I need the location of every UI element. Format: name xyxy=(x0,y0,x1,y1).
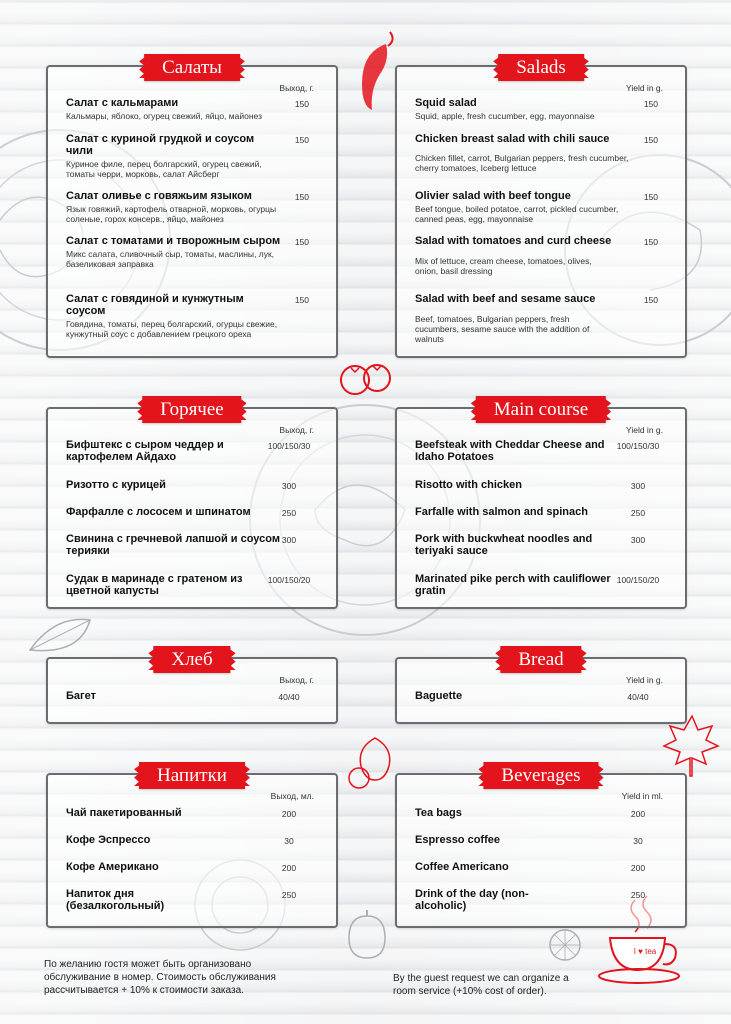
menu-item xyxy=(66,573,324,597)
item-yield: 150 xyxy=(643,237,658,247)
menu-item xyxy=(66,97,324,121)
item-name: Напиток дня (безалкогольный) xyxy=(66,888,165,912)
section-title-hot-ru: Горячее xyxy=(142,396,241,423)
panel-salads-en xyxy=(395,57,687,358)
panel-salads-ru xyxy=(46,57,338,358)
item-yield: 150 xyxy=(643,192,658,202)
item-yield: 100/150/30 xyxy=(616,441,660,451)
section-title-salads-ru: Салаты xyxy=(144,54,240,81)
item-name: Кофе Эспрессо xyxy=(66,834,151,846)
item-name: Салат оливье с говяжьим языком xyxy=(66,190,252,202)
yield-header: Выход, г. xyxy=(279,83,314,93)
menu-item xyxy=(66,533,324,557)
section-title-drinks-en: Beverages xyxy=(483,762,598,789)
item-description: Beef, tomatoes, Bulgarian peppers, fresh cucumbers, sesame sauce with the addition of walnuts xyxy=(415,314,590,344)
menu-item xyxy=(415,133,673,173)
item-name: Squid salad xyxy=(415,97,477,109)
yield-header: Выход, мл. xyxy=(270,791,314,801)
item-name: Салат с куриной грудкой и соусом чили xyxy=(66,133,255,157)
item-name: Salad with tomatoes and curd cheese xyxy=(415,235,612,247)
menu-item xyxy=(415,573,673,597)
menu-item xyxy=(415,533,673,557)
item-yield: 40/40 xyxy=(278,692,300,702)
item-yield: 300 xyxy=(630,535,646,545)
menu-item xyxy=(66,235,324,269)
item-name: Risotto with chicken xyxy=(415,479,522,491)
item-name: Салат с томатами и творожным сыром xyxy=(66,235,281,247)
item-name: Tea bags xyxy=(415,807,462,819)
menu-item xyxy=(415,97,673,121)
item-name: Olivier salad with beef tongue xyxy=(415,190,571,202)
item-yield: 200 xyxy=(281,809,297,819)
item-name: Салат с говядиной и кунжутным соусом xyxy=(66,293,244,317)
item-yield: 150 xyxy=(294,99,309,109)
item-description: Beef tongue, boiled potatoe, carrot, pickled cucumber, canned peas, egg, mayonnaise xyxy=(415,204,619,224)
panel-hot-ru xyxy=(46,399,338,609)
menu-item xyxy=(415,807,673,819)
item-yield: 150 xyxy=(294,237,309,247)
item-description: Squid, apple, fresh cucumber, egg, mayonnaise xyxy=(415,111,595,121)
item-name: Кофе Американо xyxy=(66,861,159,873)
item-name: Farfalle with salmon and spinach xyxy=(415,506,588,518)
menu-item xyxy=(66,133,324,179)
item-name: Espresso coffee xyxy=(415,834,500,846)
yield-header: Выход, г. xyxy=(279,425,314,435)
item-yield: 150 xyxy=(643,99,658,109)
yield-header: Yield in g. xyxy=(625,83,663,93)
menu-item xyxy=(66,439,324,463)
item-yield: 30 xyxy=(633,836,643,846)
menu-item xyxy=(66,190,324,224)
menu-item xyxy=(66,506,324,518)
item-name: Salad with beef and sesame sauce xyxy=(415,293,596,305)
item-name: Чай пакетированный xyxy=(66,807,182,819)
item-yield: 250 xyxy=(630,890,646,900)
item-name: Свинина с гречневой лапшой и соусом терияки xyxy=(66,533,280,557)
menu-item xyxy=(415,479,673,491)
room-service-note-ru: По желанию гостя может быть организовано обслуживание в номер. Стоимость обслуживания рассчитывается + 10% к стоимости заказа. xyxy=(44,959,276,996)
menu-item xyxy=(66,861,324,873)
item-yield: 100/150/30 xyxy=(267,441,311,451)
bell-pepper-icon xyxy=(345,908,390,963)
item-yield: 250 xyxy=(281,890,297,900)
section-title-bread-en: Bread xyxy=(500,646,581,673)
item-yield: 250 xyxy=(281,508,297,518)
menu-item xyxy=(66,807,324,819)
item-description: Кальмары, яблоко, огурец свежий, яйцо, майонез xyxy=(66,111,262,121)
item-name: Drink of the day (non-alcoholic) xyxy=(415,888,529,912)
item-yield: 100/150/20 xyxy=(267,575,311,585)
section-title-salads-en: Salads xyxy=(498,54,584,81)
menu-item xyxy=(415,690,673,702)
panel-bread-ru xyxy=(46,649,338,724)
item-description: Говядина, томаты, перец болгарский, огурцы свежие, кунжутный соус с добавлением грецкого ореха xyxy=(66,319,278,339)
item-yield: 300 xyxy=(630,481,646,491)
item-description: Mix of lettuce, cream cheese, tomatoes, olives, onion, basil dressing xyxy=(415,256,592,276)
item-name: Судак в маринаде с гратеном из цветной капусты xyxy=(66,573,243,597)
panel-drinks-ru xyxy=(46,765,338,928)
panel-bread-en xyxy=(395,649,687,724)
item-name: Багет xyxy=(66,690,96,702)
item-name: Baguette xyxy=(415,690,463,702)
section-title-main-en: Main course xyxy=(476,396,606,423)
item-name: Бифштекс с сыром чеддер и картофелем Айдахо xyxy=(66,439,224,463)
section-title-bread-ru: Хлеб xyxy=(153,646,230,673)
tea-cup-label: I ♥ tea xyxy=(633,947,657,956)
item-yield: 250 xyxy=(630,508,646,518)
item-yield: 40/40 xyxy=(627,692,649,702)
menu-item xyxy=(415,439,673,463)
menu-item xyxy=(66,834,324,846)
panel-main-en xyxy=(395,399,687,609)
item-name: Chicken breast salad with chili sauce xyxy=(415,133,610,145)
item-yield: 100/150/20 xyxy=(616,575,660,585)
menu-item xyxy=(415,834,673,846)
section-title-drinks-ru: Напитки xyxy=(139,762,245,789)
item-yield: 150 xyxy=(294,192,309,202)
item-yield: 200 xyxy=(630,809,646,819)
panel-drinks-en xyxy=(395,765,687,928)
item-name: Marinated pike perch with cauliflower gratin xyxy=(415,573,611,597)
yield-header: Yield in g. xyxy=(625,675,663,685)
yield-header: Выход, г. xyxy=(279,675,314,685)
item-yield: 150 xyxy=(294,295,309,305)
room-service-note-en: By the guest request we can organize a room service (+10% cost of order). xyxy=(393,973,569,997)
item-description: Chicken fillet, carrot, Bulgarian peppers, fresh cucumber, cherry tomatoes, Iceberg lettuce xyxy=(415,153,629,173)
menu-item xyxy=(415,506,673,518)
item-name: Beefsteak with Cheddar Cheese and Idaho Potatoes xyxy=(415,439,605,463)
menu-item xyxy=(66,293,324,339)
lemon-icon xyxy=(545,925,585,965)
menu-item xyxy=(415,293,673,344)
item-yield: 200 xyxy=(281,863,297,873)
item-name: Pork with buckwheat noodles and teriyaki sauce xyxy=(415,533,593,557)
item-yield: 150 xyxy=(643,135,658,145)
item-description: Язык говяжий, картофель отварной, морковь, огурцы соленые, горох консерв., яйцо, майонез xyxy=(66,204,277,224)
item-name: Салат с кальмарами xyxy=(66,97,179,109)
menu-item xyxy=(415,861,673,873)
item-yield: 300 xyxy=(281,535,297,545)
item-yield: 300 xyxy=(281,481,297,491)
menu-item xyxy=(66,888,324,912)
menu-item xyxy=(66,690,324,702)
item-name: Фарфалле с лососем и шпинатом xyxy=(66,506,251,518)
item-yield: 150 xyxy=(294,135,309,145)
item-name: Ризотто с курицей xyxy=(66,479,166,491)
menu-item xyxy=(415,888,673,912)
menu-item xyxy=(415,190,673,224)
item-name: Coffee Americano xyxy=(415,861,509,873)
tomato-icon xyxy=(337,358,397,398)
item-yield: 200 xyxy=(630,863,646,873)
menu-item xyxy=(66,479,324,491)
item-description: Куриное филе, перец болгарский, огурец свежий, томаты черри, морковь, салат Айсберг xyxy=(66,159,262,179)
item-description: Микс салата, сливочный сыр, томаты, маслины, лук, базеликовая заправка xyxy=(66,249,275,269)
item-yield: 30 xyxy=(284,836,294,846)
yield-header: Yield in ml. xyxy=(621,791,663,801)
yield-header: Yield in g. xyxy=(625,425,663,435)
item-yield: 150 xyxy=(643,295,658,305)
menu-item xyxy=(415,235,673,276)
